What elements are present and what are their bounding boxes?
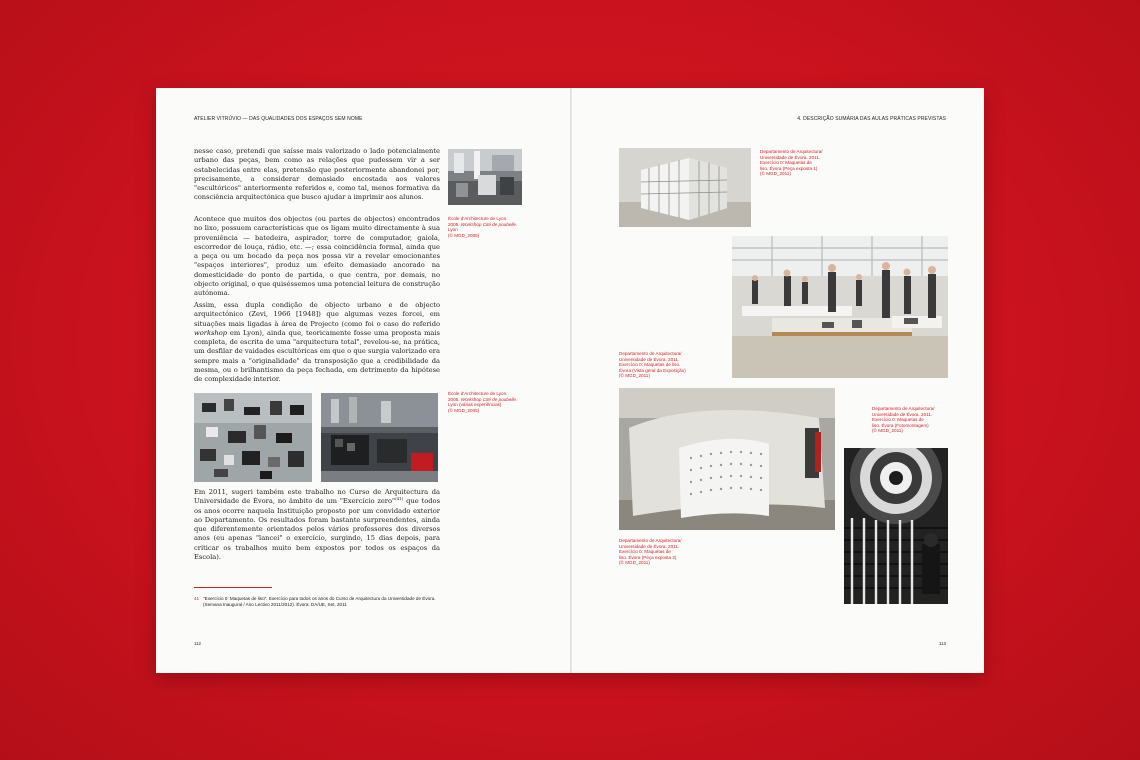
photo-exhibition bbox=[732, 236, 948, 378]
caption-lyon-2: École d'Architecture de Lyon. 2005. Workshop Cité de poubelle. Lyon (várias experiências) (© MGD_2005) bbox=[448, 391, 518, 413]
paragraph-1: nesse caso, pretendi que saísse mais valorizado o lado potencialmente urbano das peças, bem como as relações que pudessem vir a ser estabelecidas entre elas, pretensão que posteriormente abandonei por, precisamente, a considerar demasiado encostada aos valores "escultóricos" anteriormente referidos e, como tal, menos formativa da consciência arquitectónica que busco ajudar a imprimir aos alunos. bbox=[194, 147, 440, 202]
caption-evora-3: Departamento de Arquitectura/ Universidade de Évora. 2011. Exercício 0: Maquetas de liso. Évora (Fotomontagem) (© MGD_2011) bbox=[872, 406, 935, 434]
photo-photomontage bbox=[844, 448, 948, 604]
footnote-rule bbox=[194, 587, 272, 588]
caption-evora-2: Departamento de Arquitectura/ Universidade de Évora. 2011. Exercício 0: Maquetas de liso. Évora (Vista geral da Exposição) (© MGD_2011) bbox=[619, 351, 686, 379]
footnote-marker: 41 bbox=[194, 596, 200, 601]
paragraph-2: Acontece que muitos dos objectos (ou partes de objectos) encontrados no lixo, possuem características que os ligam muito directamente à sua proveniência — batedeira, aspirador, torre de computador, gaiola, escorredor de louça, rádio, etc. —; essa coincidência formal, ainda que a peça ou um bocado da peça nos possa vir a revelar emocionantes "espaços interiores", produz um efeito demasiado ancorado na domesticidade do ponto de partida, o que centra, por demais, no objecto original, o que quiséssemos uma potencial leitura de construção autónoma. bbox=[194, 215, 440, 298]
left-running-head: ATELIER VITRÚVIO — DAS QUALIDADES DOS ESPAÇOS SEM NOME bbox=[194, 116, 363, 122]
paragraph-4: Em 2011, sugeri também este trabalho no Curso de Arquitectura da Universidade de Évora, no âmbito de um "Exercício zero"$^{(41)}$ que todos os anos ocorre naquela Instituição proposto por um convidado exterior ao Departamento. Os resultados foram bastante surpreendentes, ainda que diferentemente orientados pelos vários professores dos diversos anos (eu apenas "lancei" o exercício, surgindo, 15 dias depois, para criticar os trabalhos muito bem expostos por todos os espaços da Escola). bbox=[194, 488, 441, 562]
photo-model-2 bbox=[619, 388, 835, 530]
book-spread bbox=[156, 88, 984, 673]
photo-lyon-workshop bbox=[448, 149, 522, 205]
caption-evora-1: Departamento de Arquitectura/ Universidade de Évora. 2011. Exercício 0: Maquetas de liso. Évora (Peça exposta 1) (© MGD_2011) bbox=[760, 149, 823, 177]
book-gutter bbox=[570, 88, 572, 673]
right-running-head: 4. DESCRIÇÃO SUMÁRIA DAS AULAS PRÁTICAS PREVISTAS bbox=[797, 116, 946, 122]
left-page-number: 112 bbox=[194, 641, 201, 646]
caption-evora-4: Departamento de Arquitectura/ Universidade de Évora. 2011. Exercício 0: Maquetas de liso. Évora (Peça exposta 2) (© MGD_2011) bbox=[619, 538, 682, 566]
photo-lyon-objects-2 bbox=[321, 393, 438, 482]
caption-lyon-1: École d'Architecture de Lyon. 2005. Workshop Cité de poubelle. Lyon (© MGD_2005) bbox=[448, 216, 518, 238]
photo-model-1 bbox=[619, 148, 751, 227]
paragraph-3: Assim, essa dupla condição de objecto urbano e de objecto arquitectónico (Zevi, 1966 [1948]) que algumas vezes forcei, em situações mais ligadas à área de Projecto (como foi o caso do referido workshop em Lyon), ainda que, teoricamente fosse uma proposta mais completa, de escrita de uma "arquitectura total", revelou-se, na prática, um desfilar de vaidades escultóricas em que o que surgia valorizado era sempre mais a "originalidade" da transposição que a credibilidade da mesma, ou o brilhantismo da peça fechada, em detrimento da hipótese de complexidade interior. bbox=[194, 301, 440, 384]
footnote-text: "Exercício 0: Maquetas de liso". Exercício para todos os anos do Curso de Arquitectura da Universidade de Évora. (Semana Inaugural / Ano Lectivo 2011/2012). Évora: DA/UE, Set, 2011 bbox=[203, 596, 436, 607]
right-page-number: 113 bbox=[939, 641, 946, 646]
photo-lyon-objects-1 bbox=[194, 393, 312, 482]
